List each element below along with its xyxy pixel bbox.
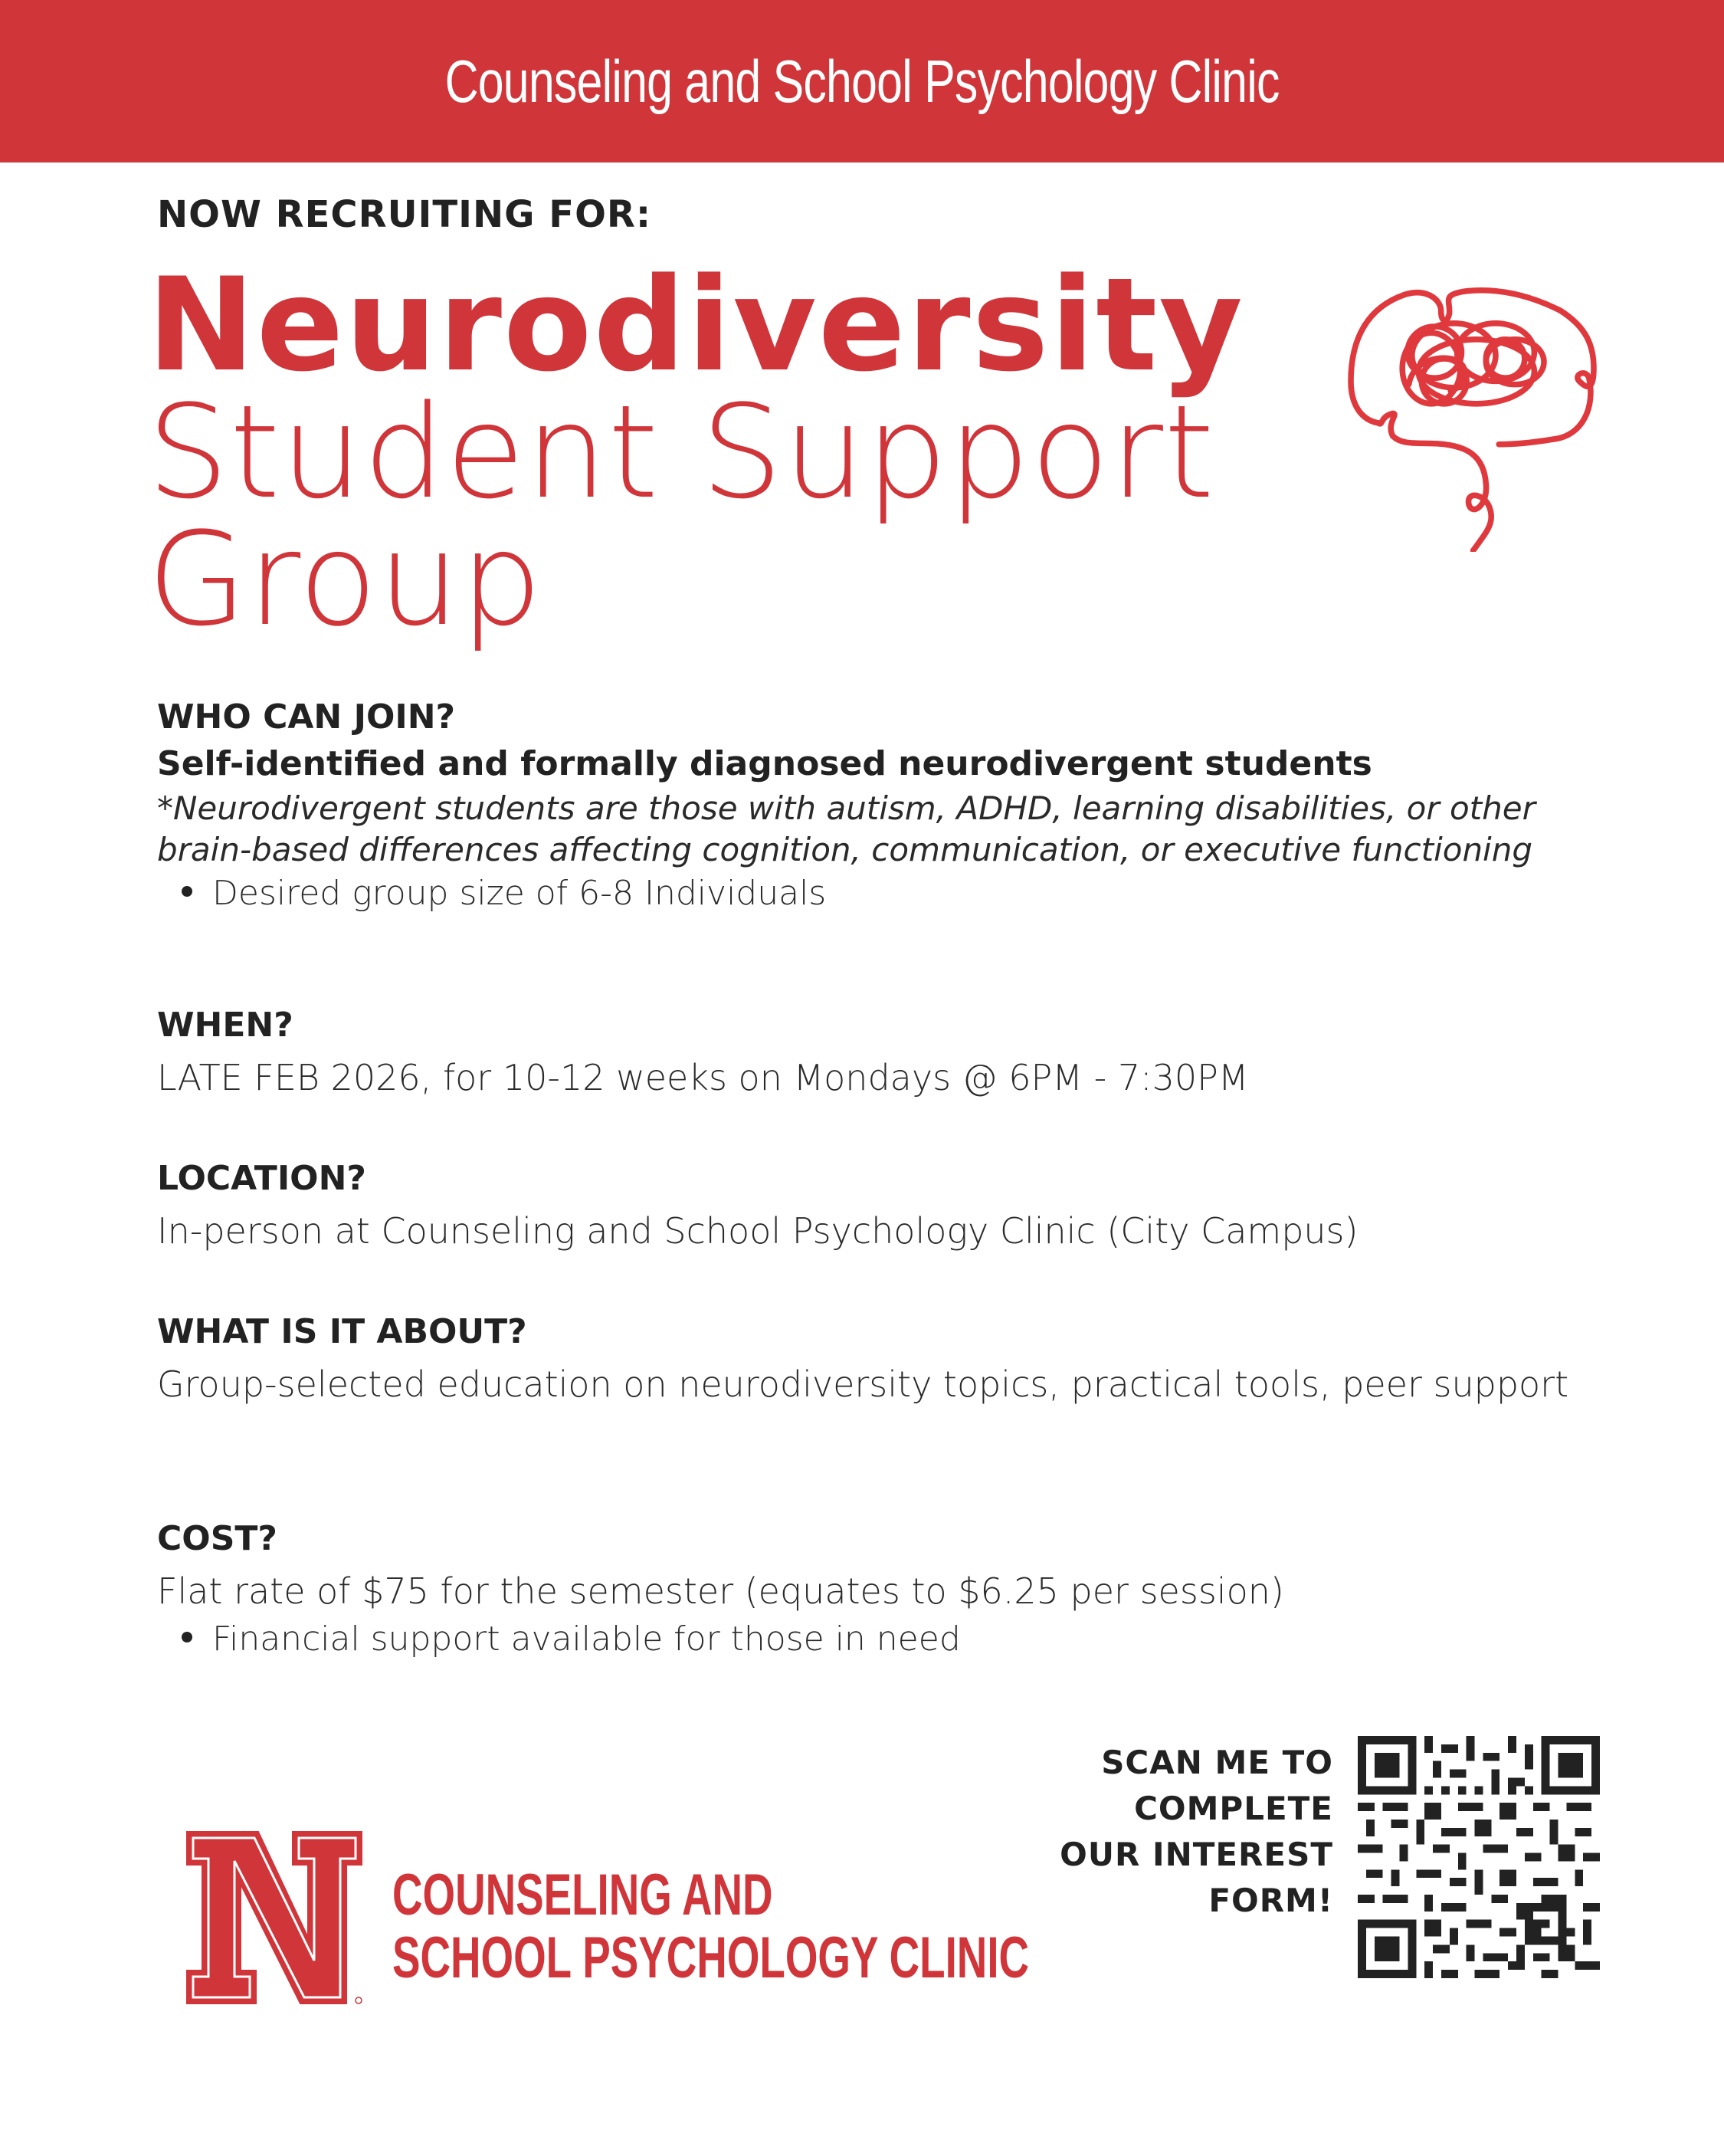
bullet-text: Financial support available for those in need [212, 1619, 961, 1659]
section-who-can-join [157, 697, 1598, 917]
section-heading: COST? [157, 1519, 277, 1558]
brain-doodle-icon [1303, 230, 1624, 552]
section-subheading: Self-identified and formally diagnosed neurodivergent students [157, 744, 1372, 783]
section-cost [157, 1519, 1598, 1662]
section-heading: WHAT IS IT ABOUT? [157, 1312, 527, 1351]
title-line-2: Student Support [147, 377, 1215, 527]
title-line-1: Neurodiversity [147, 250, 1244, 400]
scan-line: COMPLETE [1134, 1790, 1333, 1827]
scan-line: OUR INTEREST [1060, 1836, 1333, 1873]
bullet-icon [182, 1632, 192, 1642]
section-when [157, 1006, 1598, 1103]
scan-line: FORM! [1208, 1882, 1333, 1919]
section-heading: WHO CAN JOIN? [157, 697, 456, 737]
clinic-wordmark [392, 1864, 1029, 1990]
section-note: *Neurodivergent students are those with autism, ADHD, learning disabilities, or other brain-based differences affecting cognition, communication, or executive functioning [157, 789, 1536, 868]
eyebrow-text: NOW RECRUITING FOR: [157, 193, 652, 236]
section-body: Group-selected education on neurodiversity topics, practical tools, peer support [157, 1363, 1569, 1405]
section-heading: WHEN? [157, 1006, 293, 1045]
qr-code[interactable] [1358, 1736, 1600, 1978]
bullet-text: Desired group size of 6-8 Individuals [212, 874, 827, 913]
section-body: Flat rate of $75 for the semester (equates to $6.25 per session) [157, 1570, 1284, 1612]
list-item [157, 871, 1598, 917]
bullet-icon [182, 886, 192, 897]
nebraska-n-logo [185, 1830, 363, 2005]
scan-prompt [1060, 1740, 1333, 1924]
title-line-3: Group [147, 504, 543, 655]
section-location [157, 1159, 1598, 1256]
list-item [157, 1616, 1598, 1662]
section-about [157, 1312, 1598, 1409]
section-heading: LOCATION? [157, 1159, 366, 1198]
wordmark-line-1: COUNSELING AND [392, 1862, 773, 1928]
scan-line: SCAN ME TO [1101, 1744, 1333, 1781]
banner-title: Counseling and School Psychology Clinic [444, 47, 1280, 115]
wordmark-line-2: SCHOOL PSYCHOLOGY CLINIC [392, 1925, 1030, 1990]
section-body: In-person at Counseling and School Psychology Clinic (City Campus) [157, 1210, 1359, 1252]
header-banner [0, 0, 1724, 162]
section-body: LATE FEB 2026, for 10-12 weeks on Mondays @ 6PM - 7:30PM [157, 1057, 1249, 1098]
page-title [147, 250, 1244, 655]
